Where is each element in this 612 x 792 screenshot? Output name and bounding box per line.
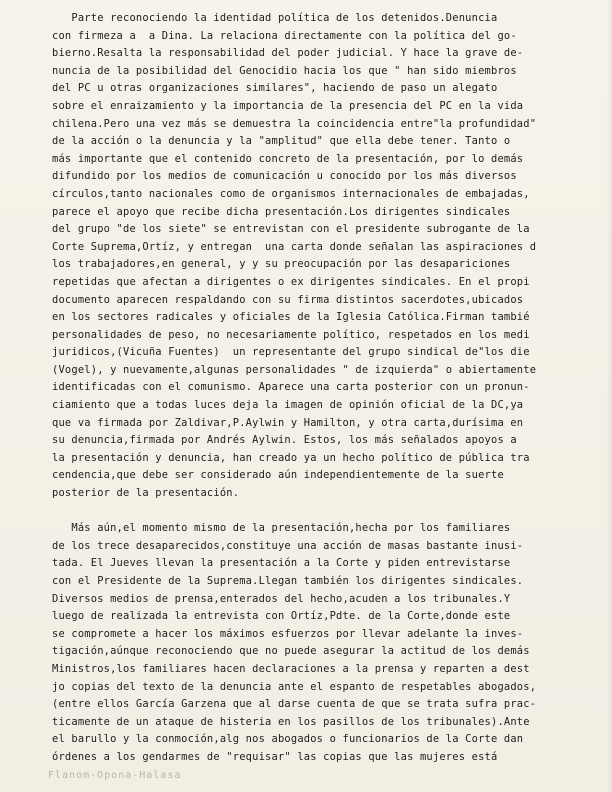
text-line: (entre ellos García Garzena que al darse cuenta de que se trata sufra prac- — [52, 698, 537, 711]
text-line: con firmeza a a Dina. La relaciona directamente con la política del go- — [52, 29, 517, 42]
text-line: Diversos medios de prensa,enterados del hecho,acuden a los tribunales.Y — [52, 592, 511, 605]
text-line: jo copias del texto de la denuncia ante el espanto de respetables abogados, — [52, 680, 537, 693]
text-line: de los trece desaparecidos,constituye una acción de masas bastante inusi- — [52, 539, 524, 552]
text-line: órdenes a los gendarmes de "requisar" las copias que las mujeres está — [52, 750, 498, 763]
text-line: personalidades de peso, no necesariamente político, respetados en los medi — [52, 328, 530, 341]
text-line: su denuncia,firmada por Andrés Aylwin. Estos, los más señalados apoyos a — [52, 434, 517, 447]
text-line: posterior de la presentación. — [52, 487, 240, 500]
text-line: chilena.Pero una vez más se demuestra la coincidencia entre"la profundidad" — [52, 117, 537, 130]
text-line: parece el apoyo que recibe dicha presentación.Los dirigentes sindicales — [52, 205, 511, 218]
text-line: con el Presidente de la Suprema.Llegan también los dirigentes sindicales. — [52, 575, 524, 587]
text-line: del grupo "de los siete" se entrevistan con el presidente subrogante de la — [52, 223, 530, 236]
text-line: sobre el enraizamiento y la importancia de la presencia del PC en la vida — [52, 99, 524, 112]
page-edge-shadow — [606, 0, 612, 792]
text-line: (Vogel), y nuevamente,algunas personalidades " de izquierda" o abiertamente — [52, 363, 537, 376]
text-line: la presentación y denuncia, han creado ya un hecho político de pública tra — [52, 451, 530, 464]
text-line: documento aparecen respaldando con su firma distintos sacerdotes,ubicados — [52, 293, 524, 306]
paragraph-gap — [52, 503, 600, 521]
text-line: en los sectores radicales y oficiales de la Iglesia Católica.Firman tambié — [52, 311, 530, 324]
text-line: Parte reconociendo la identidad política de los detenidos.Denuncia — [52, 12, 498, 24]
text-line: ciamiento que a todas luces deja la imagen de opinión oficial de la DC,ya — [52, 399, 524, 412]
paragraph-1 — [52, 10, 600, 503]
text-line: repetidas que afectan a dirigentes o ex dirigentes sindicales. En el propi — [52, 275, 530, 288]
text-line: Más aún,el momento mismo de la presentación,hecha por los familiares — [52, 522, 511, 535]
text-line: identificadas con el comunismo. Aparece una carta posterior con un pronun- — [52, 381, 530, 394]
text-line: del PC u otras organizaciones similares", haciendo de paso un alegato — [52, 82, 498, 95]
text-line: se compromete a hacer los máximos esfuerzos por llevar adelante la inves- — [52, 627, 524, 640]
text-line: luego de realizada la entrevista con Ortíz,Pdte. de la Corte,donde este — [52, 610, 511, 623]
text-line: de la acción o la denuncia y la "amplitud" que ella debe tener. Tanto o — [52, 135, 511, 148]
text-line: tigación,aúnque reconociendo que no puede asegurar la actitud de los demás — [52, 645, 530, 658]
text-line: el barullo y la conmoción,alg nos abogados o funcionarios de la Corte dan — [52, 733, 524, 746]
text-line: difundido por los medios de comunicación u conocido por los más diversos — [52, 170, 517, 183]
faint-footer-scribble: Flanom-Opona-Halasa — [48, 770, 182, 781]
text-line: los trabajadores,en general, y y su preocupación por las desapariciones — [52, 258, 511, 271]
text-line: que va firmada por Zaldivar,P.Aylwin y Hamilton, y otra carta,durísima en — [52, 416, 524, 429]
text-line: Ministros,los familiares hacen declaraciones a la prensa y reparten a dest — [52, 662, 530, 675]
paragraph-2 — [52, 520, 600, 766]
text-line: bierno.Resalta la responsabilidad del poder judicial. Y hace la grave de- — [52, 47, 524, 60]
text-line: círculos,tanto nacionales como de organismos internacionales de embajadas, — [52, 187, 530, 200]
text-line: ticamente de un ataque de histeria en los pasillos de los tribunales).Ante — [52, 715, 530, 728]
text-line: tada. El Jueves llevan la presentación a la Corte y piden entrevistarse — [52, 557, 511, 570]
text-line: más importante que el contenido concreto de la presentación, por lo demás — [52, 152, 524, 165]
text-line: nuncia de la posibilidad del Genocidio hacia los que " han sido miembros — [52, 64, 517, 77]
typewritten-text — [52, 10, 600, 767]
text-line: cendencia,que debe ser considerado aún independientemente de la suerte — [52, 469, 504, 482]
text-line: Corte Suprema,Ortíz, y entregan una carta donde señalan las aspiraciones d — [52, 240, 537, 253]
text-line: juridicos,(Vicuña Fuentes) un representante del grupo sindical de"los die — [52, 346, 530, 359]
